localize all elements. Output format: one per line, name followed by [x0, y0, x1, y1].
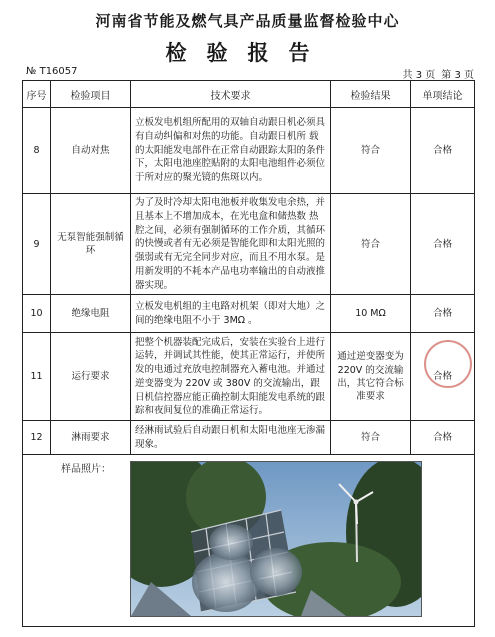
row-item: 自动对焦: [51, 108, 131, 194]
page-indicator: [397, 66, 474, 81]
row-item: 无泵智能强制循环: [51, 194, 131, 295]
page-total: 共 3 页: [402, 70, 436, 81]
table-row: [23, 295, 475, 333]
table-row: [23, 108, 475, 194]
table-row: [23, 333, 475, 421]
row-result: 符合: [331, 421, 411, 455]
table-row: [23, 421, 475, 455]
row-no: 8: [23, 108, 51, 194]
row-result: 通过逆变器变为 220V 的交流输出，其它符合标准要求: [331, 333, 411, 421]
row-no: 10: [23, 295, 51, 333]
row-no: 12: [23, 421, 51, 455]
row-result: 10 MΩ: [331, 295, 411, 333]
row-result: 符合: [331, 194, 411, 295]
row-result: 符合: [331, 108, 411, 194]
sample-photo: [130, 461, 422, 617]
row-requirement: 立板发电机组的主电路对机架（即对大地）之间的绝缘电阻不小于 3MΩ 。: [131, 295, 331, 333]
row-item: 运行要求: [51, 333, 131, 421]
row-conclusion: 合格: [411, 333, 475, 421]
inspection-table: [22, 80, 475, 627]
page-current: 第 3 页: [441, 70, 474, 81]
col-header-no: 序号: [23, 81, 51, 108]
inspection-seal: [424, 340, 472, 388]
photo-row: [23, 455, 475, 627]
row-no: 11: [23, 333, 51, 421]
row-item: 淋雨要求: [51, 421, 131, 455]
col-header-result: 检验结果: [331, 81, 411, 108]
row-requirement: 为了及时冷却太阳电池板并收集发电余热，并且基本上不增加成本，在光电盒和储热数 热腔之间，必须有强制循环的工作介质，其循环的快慢或者有无必须是智能化即和太阳光照的强弱或有无完全同步对应，而且不用水泵。是用新发明的不耗本产品电功率输出的自动液推器实现。: [131, 194, 331, 295]
row-item: 绝缘电阻: [51, 295, 131, 333]
row-requirement: 立板发电机组所配用的双轴自动跟日机必须具有自动纠偏和对焦的功能。自动跟日机所 载的太阳能发电部件在正常自动跟踪太阳的条件下，太阳电池座腔贴附的太阳电池组件必须位于所对应的聚光镜的焦斑以内。: [131, 108, 331, 194]
photo-label: 样品照片：: [61, 464, 111, 476]
row-requirement: 把整个机器装配完成后，安装在实验台上进行运转，并调试其性能，使其正常运行，并使所发的电通过充放电控制器充入蓄电池。并通过逆变器变为 220V 或 380V 的交流输出，跟日机信控器应能正确控制太阳能发电系统的跟踪和夜间复位的准确正常运行。: [131, 333, 331, 421]
row-requirement: 经淋雨试验后自动跟日机和太阳电池座无渗漏现象。: [131, 421, 331, 455]
col-header-requirement: 技术要求: [131, 81, 331, 108]
photo-cell: [23, 455, 475, 627]
table-row: [23, 194, 475, 295]
report-title: 检验报告: [165, 41, 330, 65]
row-conclusion: 合格: [411, 108, 475, 194]
col-header-item: 检验项目: [51, 81, 131, 108]
table-header-row: [23, 81, 475, 108]
row-conclusion: 合格: [411, 194, 475, 295]
row-conclusion: 合格: [411, 295, 475, 333]
row-conclusion: 合格: [411, 421, 475, 455]
col-header-conclusion: 单项结论: [411, 81, 475, 108]
row-no: 9: [23, 194, 51, 295]
organization-name: 河南省节能及燃气具产品质量监督检验中心: [95, 12, 400, 30]
report-number: № T16057: [26, 66, 78, 77]
